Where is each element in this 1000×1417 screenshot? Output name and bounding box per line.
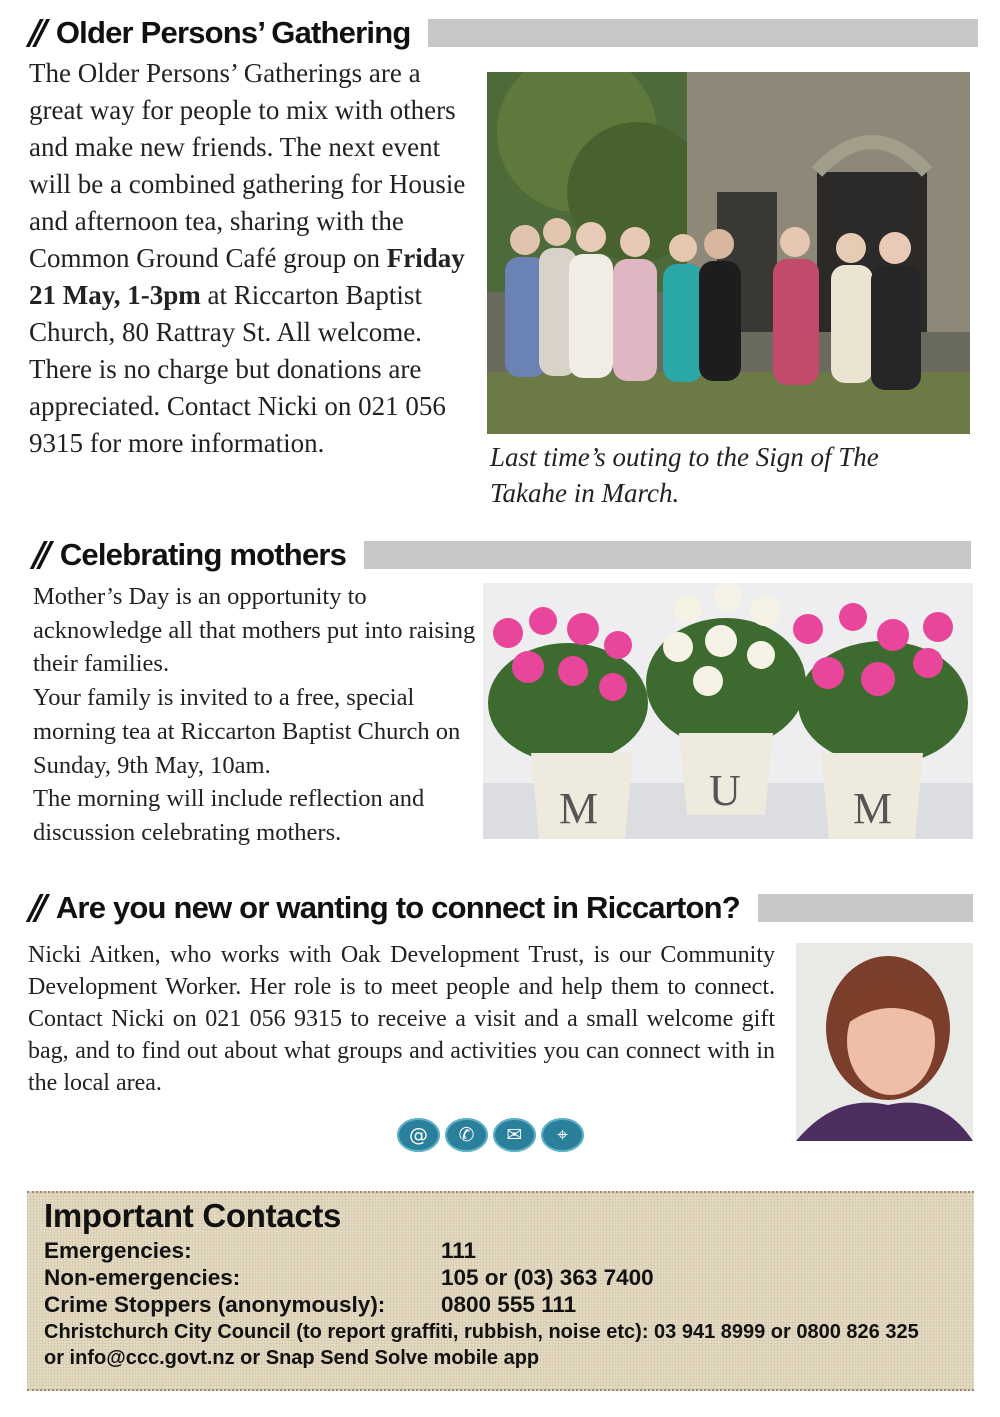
contact-number: 0800 555 111 [441, 1292, 577, 1317]
pot-letter: U [709, 766, 741, 815]
heading-title: Celebrating mothers [59, 537, 347, 572]
section-heading-new-in-riccarton [29, 885, 973, 931]
phone-icon[interactable]: ✆ [445, 1118, 488, 1152]
contact-row: Crime Stoppers (anonymously): 0800 555 111 [44, 1292, 577, 1317]
section-heading-older-persons [29, 10, 978, 56]
location-pin-icon[interactable]: ⌖ [541, 1118, 584, 1152]
heading-title: Older Persons’ Gathering [55, 15, 411, 50]
paragraph: Your family is invited to a free, special morning tea at Riccarton Baptist Church on Sunday, 9th May, 10am. [33, 684, 461, 779]
older-persons-text: The Older Persons’ Gatherings are a great way for people to mix with others and make new friends. The next event will be a combined gathering for Housie and afternoon tea, sharing with the Common Ground Café group on Friday 21 May, 1-3pm at Riccarton Baptist Church, 80 Rattray St. All welcome. There is no charge but donations are appreciated. Contact Nicki on 021 056 9315 for more information. [29, 58, 466, 458]
paragraph: The morning will include reflection and discussion celebrating mothers. [33, 785, 425, 846]
contacts-title: Important Contacts [44, 1197, 342, 1234]
group-photo [487, 72, 970, 434]
photo-caption: Last time’s outing to the Sign of The Takahe in March. [490, 442, 879, 508]
contact-number: 111 [441, 1238, 477, 1263]
nicki-portrait-photo [796, 943, 973, 1141]
important-contacts-box [27, 1191, 974, 1391]
double-slash-icon: // [29, 888, 42, 928]
contact-row: Emergencies: 111 [44, 1238, 477, 1263]
contact-icons [397, 1118, 584, 1152]
pot-letter: M [559, 784, 599, 833]
heading-bar [758, 894, 973, 922]
celebrating-mothers-text [33, 580, 478, 850]
double-slash-icon: // [33, 535, 46, 575]
double-slash-icon: // [29, 13, 42, 53]
heading-bar [364, 541, 971, 569]
section-heading-celebrating-mothers [33, 532, 971, 578]
heading-bar [428, 19, 978, 47]
paragraph: Mother’s Day is an opportunity to acknowledge all that mothers put into raising their families. [33, 583, 476, 678]
event-date: Friday 21 May, 1-3pm [29, 243, 465, 310]
council-contact-text: Christchurch City Council (to report graffiti, rubbish, noise etc): 03 941 8999 or 0800 826 325 or info@ccc.govt.nz or Snap Send Solve mobile app [44, 1321, 919, 1369]
contact-number: 105 or (03) 363 7400 [441, 1265, 654, 1290]
roses-photo [483, 583, 973, 839]
heading-title: Are you new or wanting to connect in Riccarton? [55, 890, 740, 925]
email-at-icon[interactable]: @ [397, 1118, 440, 1152]
pot-letter: M [853, 784, 893, 833]
new-in-riccarton-text: Nicki Aitken, who works with Oak Development Trust, is our Community Development Worker. Her role is to meet people and help them to connect. Contact Nicki on 021 056 9315 to receive a visit and a small welcome gift bag, and to find out about what groups and activities you can connect with in the local area. [28, 942, 775, 1096]
envelope-icon[interactable]: ✉ [493, 1118, 536, 1152]
contact-row: Non-emergencies: 105 or (03) 363 7400 [44, 1265, 654, 1290]
